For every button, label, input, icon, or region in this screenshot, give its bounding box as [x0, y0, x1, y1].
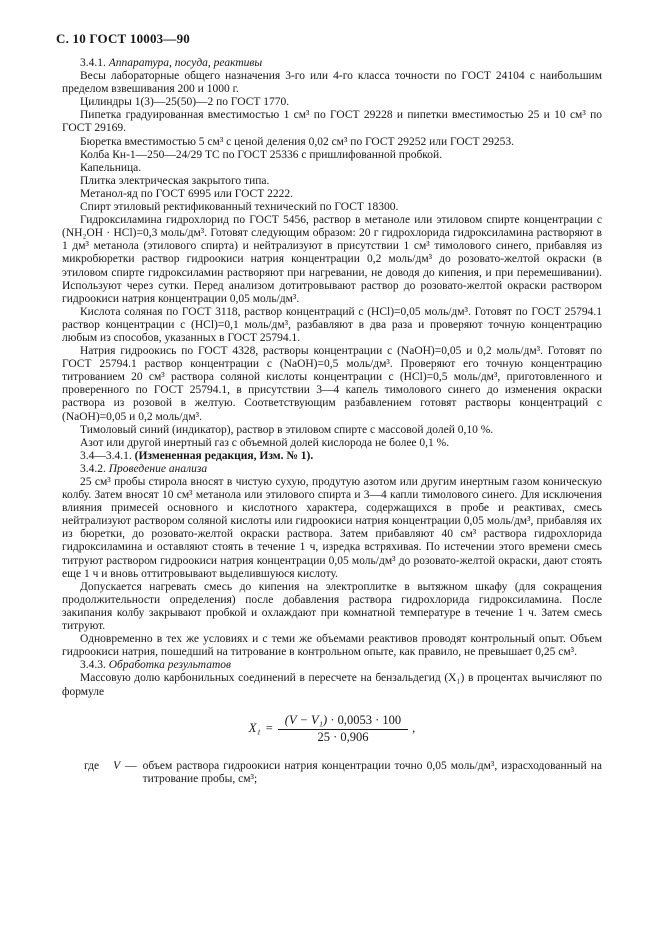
- heading-number: 3.4.1.: [80, 57, 106, 69]
- paragraph: Массовую долю карбонильных соединений в пересчете на бензальдегид (X₁) в процентах вычисляют по формуле: [62, 672, 602, 698]
- paragraph: Колба Кн-1—250—24/29 ТС по ГОСТ 25336 с пришлифованной пробкой.: [80, 148, 443, 161]
- paragraph: Одновременно в тех же условиях и с теми же объемами реактивов проводят контрольный опыт. Объем гидроокиси натрия, пошедший на титрование в контрольном опыте, как правило, не превышает 0,25 см³.: [62, 633, 602, 659]
- amendment-note: [62, 450, 602, 463]
- paragraph: Спирт этиловый ректификованный технический по ГОСТ 18300.: [80, 201, 399, 214]
- paragraph: Цилиндры 1(3)—25(50)—2 по ГОСТ 1770.: [80, 96, 290, 109]
- heading-number: 3.4.3.: [80, 659, 106, 672]
- heading-number: 3.4.2.: [80, 462, 106, 475]
- formula-comma: ,: [412, 721, 416, 736]
- paragraph: Капельница.: [80, 161, 142, 174]
- amendment-number: 3.4—3.4.1.: [80, 449, 132, 462]
- heading-title: Проведение анализа: [108, 462, 208, 475]
- paragraph: Метанол-яд по ГОСТ 6995 или ГОСТ 2222.: [80, 187, 293, 200]
- paragraph: Допускается нагревать смесь до кипения на электроплитке в вытяжном шкафу (для сокращения продолжительности определения) после добавления раствора гидрохлорида гидроксиламина. После закипания колбу закрывают пробкой и охлаждают при комнатной температуре в течение 1 ч. Затем смесь титруют.: [62, 580, 602, 633]
- paragraph: Весы лабораторные общего назначения 3-го или 4-го класса точности по ГОСТ 24104 с наибольшим пределом взвешивания 200 и 1000 г.: [62, 70, 602, 96]
- section-heading: [62, 463, 602, 476]
- formula-numerator-constants: · 0,0053 · 100: [327, 712, 402, 727]
- section-heading: [62, 659, 602, 672]
- formula-numerator: [278, 714, 408, 730]
- heading-title: Аппаратура, посуда, реактивы: [108, 57, 263, 69]
- heading-title: Обработка результатов: [108, 659, 231, 672]
- where-description: объем раствора гидроокиси натрия концентрации точно 0,05 моль/дм³, израсходованный на титрование пробы, см³;: [142, 759, 602, 785]
- formula-numerator-variables: (V − V₁): [284, 712, 328, 727]
- paragraph: Гидроксиламина гидрохлорид по ГОСТ 5456, раствор в метаноле или этиловом спирте концентрации с (NH₂OH · HCl)=0,3 моль/дм³. Готовят следующим образом: 20 г гидрохлорида гидроксиламина растворяют в 1 дм³ метанола (этилового спирта) и нейтрализуют в присутствии 1 см³ тимолового синего, прибавляя из микробюретки раствор гидроокиси натрия концентрации 0,2 моль/дм³ до розовато-желтой окраски (в этиловом спирте гидроксиламин растворяют при нагревании, не доводя до кипения, и при перемешивании). Используют через сутки. Перед анализом дотитровывают раствор до розовато-желтой окраски раствором гидроокиси натрия концентрации 0,05 моль/дм³.: [62, 214, 602, 305]
- where-clause: [62, 760, 602, 786]
- paragraph: Бюретка вместимостью 5 см³ с ценой деления 0,02 см³ по ГОСТ 29252 или ГОСТ 29253.: [80, 135, 514, 148]
- paragraph: Азот или другой инертный газ с объемной долей кислорода не более 0,1 %.: [80, 436, 450, 449]
- formula-denominator: 25 · 0,906: [317, 729, 369, 744]
- amendment-text: (Измененная редакция, Изм. № 1).: [134, 449, 314, 462]
- formula-fraction: [278, 714, 408, 744]
- document-body: [62, 57, 602, 786]
- formula: [62, 714, 602, 744]
- formula-equals: =: [265, 721, 273, 736]
- paragraph: 25 см³ пробы стирола вносят в чистую сухую, продутую азотом или другим инертным газом коническую колбу. Затем вносят 10 см³ метанола или этилового спирта и 3—4 капли тимолового синего. Для исключения влияния примесей основного и кислотного характера, содержащихся в пробе и реактивах, смесь нейтрализуют раствором соляной кислоты или гидроокиси натрия концентрации 0,05 моль/дм³, прибавляя их из бюретки, до розовато-желтой окраски раствора. Затем прибавляют 40 см³ раствора гидрохлорида гидроксиламина и оставляют стоять в течение 1 ч, изредка встряхивая. По истечении этого времени смесь титруют раствором гидроокиси натрия концентрации 0,05 моль/дм³ до розовато-желтой окраски, дают стоять еще 1 ч и вновь оттитровывают выделившуюся кислоту.: [62, 476, 602, 580]
- paragraph: Плитка электрическая закрытого типа.: [80, 174, 270, 187]
- where-symbol: V: [113, 759, 121, 772]
- where-dash: —: [125, 759, 137, 772]
- paragraph: Пипетка градуированная вместимостью 1 см³ по ГОСТ 29228 и пипетки вместимостью 25 и 10 см³ по ГОСТ 29169.: [62, 109, 602, 135]
- page-header: С. 10 ГОСТ 10003—90: [56, 31, 190, 46]
- section-heading: [62, 57, 602, 70]
- paragraph: Тимоловый синий (индикатор), раствор в этиловом спирте с массовой долей 0,10 %.: [80, 423, 494, 436]
- paragraph: Кислота соляная по ГОСТ 3118, раствор концентраций с (HCl)=0,05 моль/дм³. Готовят по ГОСТ 25794.1 раствор концентрации с (HCl)=0,1 моль/дм³, разбавляют в два раза и проверяют точную концентрацию любым из способов, указанных в ГОСТ 25794.1.: [62, 305, 602, 344]
- where-label: где: [84, 759, 100, 772]
- paragraph: Натрия гидроокись по ГОСТ 4328, растворы концентрации с (NaOH)=0,05 и 0,2 моль/дм³. Готовят по ГОСТ 25794.1 раствор концентрации с (NaOH)=0,5 моль/дм³. Проверяют его точную концентрацию титрованием 20 см³ раствора соляной кислоты концентрации с (HCl)=0,5 моль/дм³, приготовленного и проверенного по ГОСТ 25794.1, в присутствии 3—4 капель тимолового синего до изменения окраски раствора из розовой в желтую. Соответствующим разбавлением готовят растворы концентраций с (NaOH)=0,05 и 0,2 моль/дм³.: [62, 345, 602, 423]
- formula-lhs: X₁: [248, 721, 261, 736]
